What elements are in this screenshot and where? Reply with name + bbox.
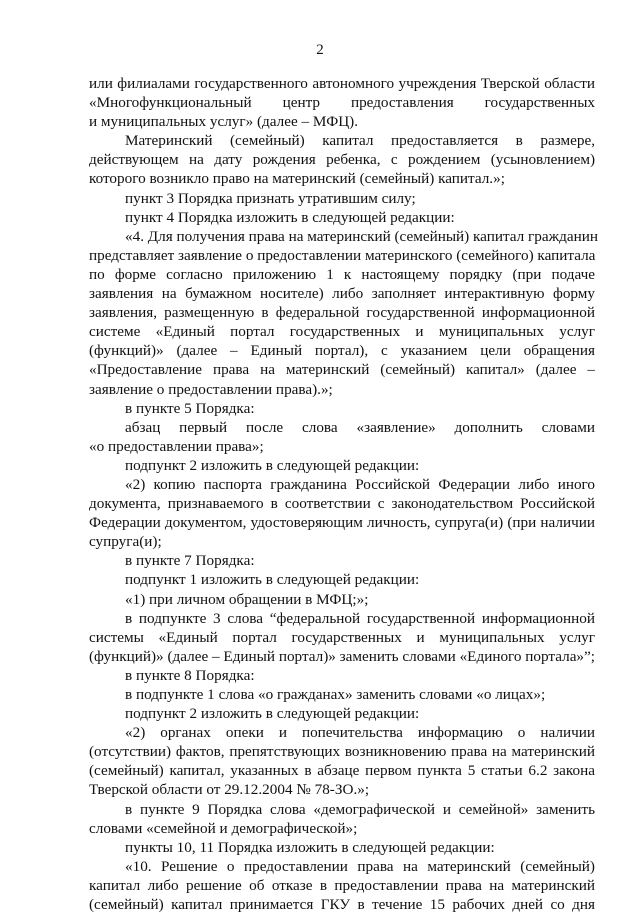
text-line: Тверской области от 29.12.2004 № 78-ЗО.»; [89,781,370,799]
text-line: пункты 10, 11 Порядка изложить в следующей редакции: [125,838,495,856]
text-line: или филиалами государственного автономного учреждения Тверской области [89,75,595,92]
text-line: «Многофункциональный центр предоставления государственных [89,94,595,112]
text-line: действующем на дату рождения ребенка, с рождением (усыновлением) [89,151,595,169]
text-line: заявление о предоставлении права).»; [89,380,333,398]
text-line: (семейный) капитал принимается ГКУ в течение 15 рабочих дней со дня [89,896,595,914]
text-line: абзац первый после слова «заявление» дополнить словами [125,418,595,436]
text-line: документа, признаваемого в соответствии с законодательством Российской [89,495,595,513]
text-line: подпункт 1 изложить в следующей редакции: [125,571,420,589]
text-line: представляет заявление о предоставлении материнского (семейного) капитала [89,246,596,264]
page-number: 2 [316,42,324,58]
text-line: заявления на бумажном носителе) либо заполняет интерактивную форму [89,285,595,303]
text-line: в пункте 7 Порядка: [125,552,255,570]
text-line: в пункте 9 Порядка слова «демографической и семейной» заменить [125,800,595,818]
text-line: по форме согласно приложению 1 к настоящему порядку (при подаче [89,265,595,283]
text-line: подпункт 2 изложить в следующей редакции: [125,456,420,474]
text-line: словами «семейной и демографической»; [89,819,358,837]
text-line: которого возникло право на материнский (семейный) капитал.»; [89,170,505,188]
text-line: «2) копию паспорта гражданина Российской Федерации либо иного [125,475,595,493]
text-line: пункт 4 Порядка изложить в следующей редакции: [125,208,455,226]
text-line: (функций)» (далее – Единый портал), с указанием цели обращения [89,342,595,360]
text-line: «10. Решение о предоставлении права на материнский (семейный) [125,857,595,875]
text-line: капитал либо решение об отказе в предоставлении права на материнский [89,876,595,894]
text-line: «о предоставлении права»; [89,437,264,455]
text-line: в подпункте 3 слова “федеральной государственной информационной [125,609,595,627]
text-line: в пункте 5 Порядка: [125,399,255,417]
text-line: супруга(и); [89,533,162,551]
text-line: в пункте 8 Порядка: [125,666,255,684]
text-line: пункт 3 Порядка признать утратившим силу; [125,189,416,207]
text-line: заявления, размещенную в федеральной государственной информационной [89,304,595,322]
text-line: (функций)» (далее – Единый портал)» заменить словами «Единого портала»”; [89,647,595,665]
text-line: Материнский (семейный) капитал предоставляется в размере, [125,132,595,150]
text-line: и муниципальных услуг» (далее – МФЦ). [89,113,359,131]
text-line: системы «Единый портал государственных и муниципальных услуг [89,628,595,646]
text-line: «1) при личном обращении в МФЦ;»; [125,590,369,608]
text-line: (семейный) капитал, указанных в абзаце первом пункта 5 статьи 6.2 закона [89,762,595,780]
text-line: в подпункте 1 слова «о гражданах» заменить словами «о лицах»; [125,686,546,703]
text-line: подпункт 2 изложить в следующей редакции: [125,705,420,723]
text-line: «Предоставление права на материнский (семейный) капитал» (далее – [89,361,595,379]
text-line: Федерации документом, удостоверяющим личность, супруга(и) (при наличии [89,514,595,532]
document-body [89,74,598,914]
text-line: системе «Единый портал государственных и муниципальных услуг [89,323,595,341]
text-line: «4. Для получения права на материнский (семейный) капитал гражданин [125,227,598,245]
text-line: (отсутствии) фактов, препятствующих возникновению права на материнский [89,743,595,761]
text-line: «2) органах опеки и попечительства информацию о наличии [125,724,595,742]
